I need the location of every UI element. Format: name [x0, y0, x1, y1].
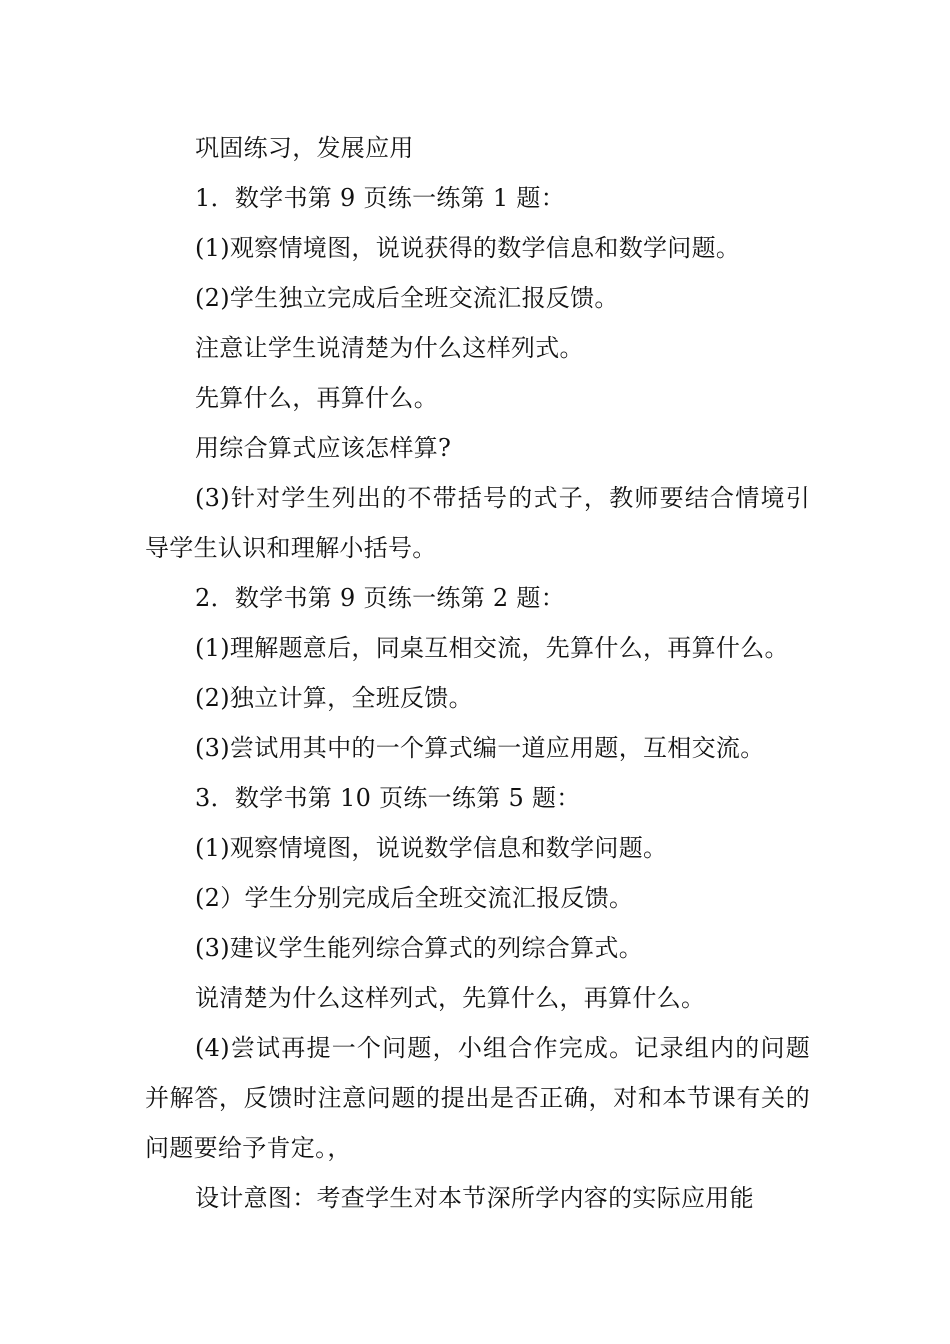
paragraph: 先算什么，再算什么。 — [195, 384, 438, 412]
exercise-item-2: 2．数学书第 9 页练一练第 2 题： — [195, 584, 566, 612]
paragraph: (3)针对学生列出的不带括号的式子，教师要结合情境引导学生认识和理解小括号。 — [145, 484, 810, 562]
design-intent-paragraph: 设计意图：考查学生对本节深所学内容的实际应用能 — [195, 1184, 754, 1212]
section-heading: 巩固练习，发展应用 — [195, 134, 414, 162]
exercise-item-3: 3．数学书第 10 页练一练第 5 题： — [195, 784, 581, 812]
paragraph: 用综合算式应该怎样算? — [195, 434, 452, 462]
paragraph: 说清楚为什么这样列式，先算什么，再算什么。 — [195, 984, 706, 1012]
paragraph: (2)独立计算，全班反馈。 — [195, 684, 473, 712]
paragraph: (1)理解题意后，同桌互相交流，先算什么，再算什么。 — [195, 634, 789, 662]
paragraph: (1)观察情境图，说说数学信息和数学问题。 — [195, 834, 668, 862]
paragraph: (1)观察情境图，说说获得的数学信息和数学问题。 — [195, 234, 741, 262]
paragraph: (3)建议学生能列综合算式的列综合算式。 — [195, 934, 643, 962]
paragraph: (2)学生独立完成后全班交流汇报反馈。 — [195, 284, 619, 312]
exercise-item-1: 1．数学书第 9 页练一练第 1 题： — [195, 184, 566, 212]
paragraph: (2）学生分别完成后全班交流汇报反馈。 — [195, 884, 634, 912]
paragraph: (3)尝试用其中的一个算式编一道应用题，互相交流。 — [195, 734, 765, 762]
paragraph: (4)尝试再提一个问题，小组合作完成。记录组内的问题并解答，反馈时注意问题的提出是否正确，对和本节课有关的问题要给予肯定。， — [145, 1034, 810, 1162]
document-body — [145, 123, 810, 1223]
paragraph: 注意让学生说清楚为什么这样列式。 — [195, 334, 584, 362]
